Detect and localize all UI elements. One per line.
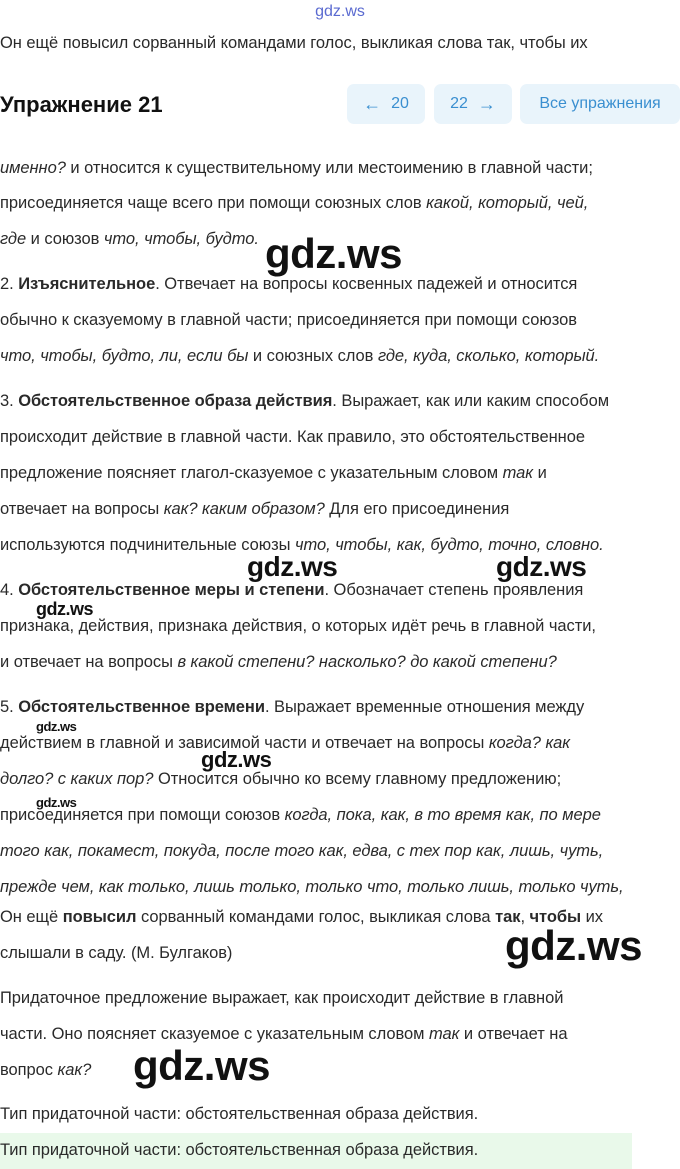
all-exercises-button[interactable] (520, 84, 680, 124)
answer-explanation: Придаточное предложение выражает, как происходит действие в главной (0, 989, 564, 1007)
theory-line: обычно к сказуемому в главной части; присоединяется при помощи союзов (0, 311, 577, 329)
intro-sentence: Он ещё повысил сорванный командами голос, выкликая слова так, чтобы их (0, 34, 588, 52)
theory-line: именно? и относится к существительному или местоимению в главной части; (0, 159, 593, 177)
next-exercise-label: 22 (450, 95, 468, 112)
next-exercise-button[interactable] (434, 84, 512, 124)
theory-line: где и союзов что, чтобы, будто. (0, 230, 259, 248)
answer-type-highlighted: Тип придаточной части: обстоятельственная образа действия. (0, 1141, 479, 1159)
theory-line: прежде чем, как только, лишь только, только что, только лишь, только чуть, (0, 878, 624, 896)
answer-explanation: вопрос как? (0, 1061, 92, 1079)
theory-line: 4. Обстоятельственное меры и степени. Обозначает степень проявления (0, 581, 584, 599)
theory-line: того как, покамест, покуда, после того как, едва, с тех пор как, лишь, чуть, (0, 842, 604, 860)
watermark: gdz.ws (36, 795, 77, 810)
theory-line: действием в главной и зависимой части и отвечает на вопросы когда? как (0, 734, 571, 752)
watermark: gdz.ws (133, 1042, 271, 1089)
theory-line: отвечает на вопросы как? каким образом? Для его присоединения (0, 500, 510, 518)
arrow-right-icon: → (477, 93, 496, 114)
theory-line: 2. Изъяснительное. Отвечает на вопросы косвенных падежей и относится (0, 275, 578, 293)
watermark: gdz.ws (36, 719, 77, 734)
theory-line: и отвечает на вопросы в какой степени? насколько? до какой степени? (0, 653, 557, 671)
answer-type: Тип придаточной части: обстоятельственная образа действия. (0, 1105, 479, 1123)
watermark: gdz.ws (201, 747, 272, 772)
watermark: gdz.ws (265, 230, 403, 277)
theory-line: происходит действие в главной части. Как правило, это обстоятельственное (0, 428, 585, 446)
theory-line: присоединяется чаще всего при помощи союзных слов какой, который, чей, (0, 194, 589, 212)
watermark: gdz.ws (247, 551, 338, 582)
page-title: Упражнение 21 (0, 92, 163, 117)
watermark-top: gdz.ws (315, 3, 365, 20)
theory-line: признака, действия, признака действия, о которых идёт речь в главной части, (0, 617, 596, 635)
theory-line: присоединяется при помощи союзов когда, пока, как, в то время как, по мере (0, 806, 601, 824)
prev-exercise-button[interactable] (347, 84, 425, 124)
answer-sentence: Он ещё повысил сорванный командами голос, выкликая слова так, чтобы их (0, 908, 603, 926)
theory-line: используются подчинительные союзы что, чтобы, как, будто, точно, словно. (0, 536, 604, 554)
theory-line: 5. Обстоятельственное времени. Выражает временные отношения между (0, 698, 585, 716)
theory-line: что, чтобы, будто, ли, если бы и союзных слов где, куда, сколько, который. (0, 347, 600, 365)
watermark: gdz.ws (505, 922, 643, 969)
arrow-left-icon: ← (363, 93, 382, 114)
answer-sentence: слышали в саду. (М. Булгаков) (0, 944, 233, 962)
answer-explanation: части. Оно поясняет сказуемое с указательным словом так и отвечает на (0, 1025, 568, 1043)
theory-line: 3. Обстоятельственное образа действия. Выражает, как или каким способом (0, 392, 609, 410)
watermark: gdz.ws (496, 551, 587, 582)
prev-exercise-label: 20 (391, 95, 409, 112)
watermark: gdz.ws (36, 599, 94, 619)
all-exercises-label: Все упражнения (539, 95, 661, 112)
theory-line: предложение поясняет глагол-сказуемое с указательным словом так и (0, 464, 547, 482)
theory-line: долго? с каких пор? Относится обычно ко всему главному предложению; (0, 770, 562, 788)
